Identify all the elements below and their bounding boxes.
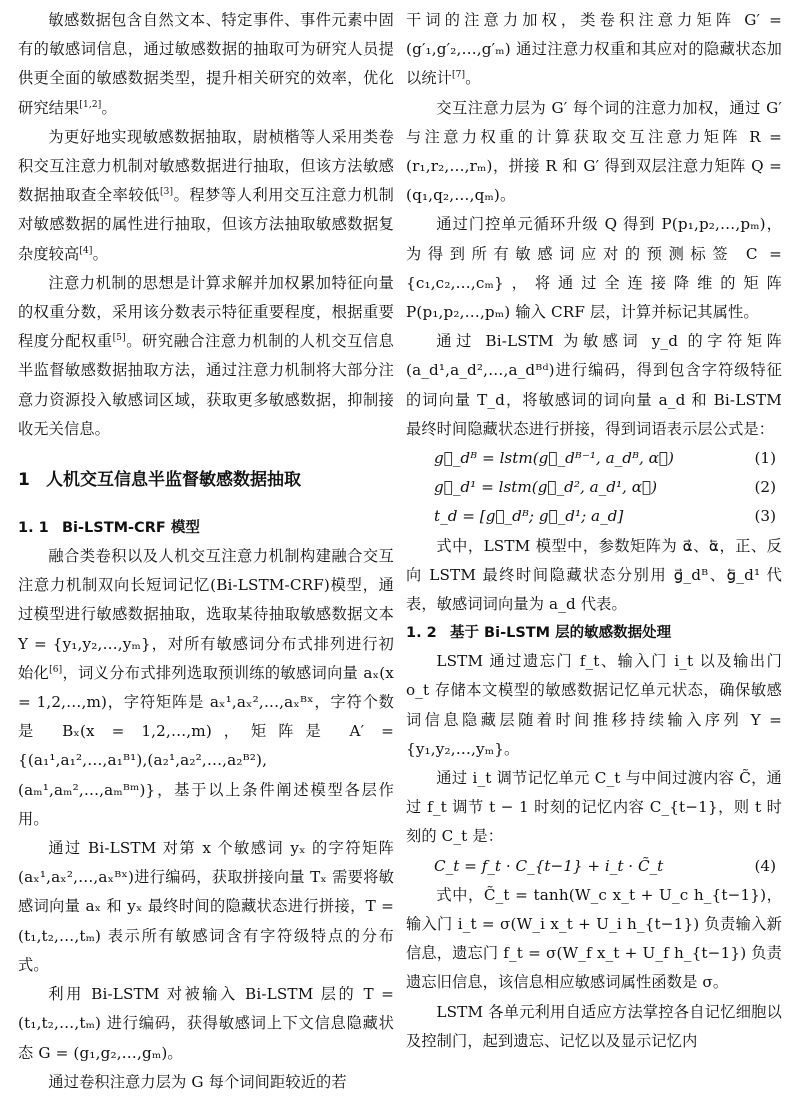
- equation-1: g⃗_dᴮ = lstm(g⃗_dᴮ⁻¹, a_dᴮ, α⃗) (1): [406, 444, 782, 473]
- right-column: [406, 6, 782, 1056]
- equation-number: (2): [754, 478, 776, 497]
- equation-number: (4): [754, 856, 776, 875]
- paragraph-word-repr: 通过 Bi-LSTM 为敏感词 y_d 的字符矩阵(a_d¹,a_d²,…,a_dᴮᵈ)进行编码，得到包含字符级特征的词向量 T_d，将敏感词的词向量 a_d 和 Bi-LSTM 最终时间隐藏状态进行拼接，得到词语表示层公式是：: [406, 332, 782, 438]
- paragraph-intro: 敏感数据包含自然文本、特定事件、事件元素中固有的敏感词信息，通过敏感数据的抽取可为研究人员提供更全面的敏感数据类型，提升相关研究的效率，优化研究结果[1,2]。: [18, 11, 394, 117]
- paragraph-gate-functions: 式中，C̃_t = tanh(W_c x_t + U_c h_{t−1})，输入门 i_t = σ(W_i x_t + U_i h_{t−1}) 负责输入新信息，遗忘门 f_t = σ(W_f x_t + U_f h_{t−1}) 负责遗忘旧信息，该信息相应敏感词属性函数是 σ。: [406, 885, 782, 992]
- citation: [7]: [452, 70, 466, 81]
- paragraph-lstm-params: 式中，LSTM 模型中，参数矩阵为 α⃗、α⃖，正、反向 LSTM 最终时间隐藏状态分别用 g⃗_dᴮ、g⃖_d¹ 代表，敏感词词向量为 a_d 代表。: [406, 536, 782, 614]
- paragraph-memory-cell: 通过 i_t 调节记忆单元 C_t 与中间过渡内容 C̃，通过 f_t 调节 t − 1 时刻的记忆内容 C_{t−1}，则 t 时刻的 C_t 是：: [406, 769, 782, 846]
- citation: [5]: [112, 333, 126, 344]
- paragraph-encoding: 通过 Bi-LSTM 对第 x 个敏感词 yₓ 的字符矩阵(aₓ¹,aₓ²,…,aₓᴮˣ)进行编码，获取拼接向量 Tₓ 需要将敏感词向量 aₓ 和 yₓ 最终时间的隐藏状态进行拼接，T = (t₁,t₂,…,tₘ) 表示所有敏感词含有字符级特点的分布式。: [18, 839, 394, 974]
- equation-2: g⃖_d¹ = lstm(g⃖_d², a_d¹, α⃖) (2): [406, 473, 782, 502]
- subsection-heading-1-2: 1. 2 基于 Bi-LSTM 层的敏感数据处理: [406, 625, 672, 642]
- subsection-heading-1-1: 1. 1 Bi-LSTM-CRF 模型: [18, 520, 200, 537]
- paragraph-attention: 注意力机制的思想是计算求解并加权累加特征向量的权重分数，采用该分数表示特征重要程度，根据重要程度分配权重[5]。研究融合注意力机制的人机交互信息半监督敏感数据抽取方法，通过注意力机制将大部分注意力资源投入敏感词区域，获取更多敏感数据，抑制接收无关信息。: [18, 273, 394, 438]
- paragraph-lstm-gates: LSTM 通过遗忘门 f_t、输入门 i_t 以及输出门 o_t 存储本文模型的敏感数据记忆单元状态，确保敏感词信息隐藏层随着时间推移持续输入序列 Y = {y₁,y₂,…,yₘ}。: [406, 652, 782, 758]
- equation-number: (1): [754, 449, 776, 468]
- left-column: [18, 6, 394, 1097]
- paragraph-conv-attention: 通过卷积注意力层为 G 每个词间距较近的若: [48, 1072, 347, 1091]
- paragraph-bilstm: 利用 Bi-LSTM 对被输入 Bi-LSTM 层的 T = (t₁,t₂,…,tₘ) 进行编码，获得敏感词上下文信息隐藏状态 G = (g₁,g₂,…,gₘ)。: [18, 985, 394, 1062]
- paragraph-model: 融合类卷积以及人机交互注意力机制构建融合交互注意力机制双向长短词记忆(Bi-LSTM-CRF)模型，通过模型进行敏感数据抽取，选取某待抽取敏感数据文本 Y = {y₁,y₂,…,yₘ}，对所有敏感词分布式排列进行初始化[6]，词义分布式排列选取预训练的敏感词向量 aₓ(x = 1,2,…,m)，字符矩阵是 aₓ¹,aₓ²,…,aₓᴮˣ，字符个数是 Bₓ(x = 1,2,…,m)，矩阵是 A′ = {(a₁¹,a₁²,…,a₁ᴮ¹),(a₂¹,a₂²,…,a₂ᴮ²),(aₘ¹,aₘ²,…,aₘᴮᵐ)}，基于以上条件阐述模型各层作用。: [18, 547, 394, 828]
- citation: [6]: [49, 664, 63, 675]
- citation: [3]: [159, 187, 174, 198]
- paragraph-interaction-attention: 交互注意力层为 G′ 每个词的注意力加权，通过 G′ 与注意力权重的计算获取交互注意力矩阵 R = (r₁,r₂,…,rₘ)，拼接 R 和 G′ 得到双层注意力矩阵 Q = (q₁,q₂,…,qₘ)。: [406, 98, 782, 205]
- citation: [1,2]: [79, 99, 102, 110]
- equation-3: t_d = [g⃗_dᴮ; g⃖_d¹; a_d] (3): [406, 502, 782, 531]
- paragraph-lstm-adaptive: LSTM 各单元利用自适应方法掌控各自记忆细胞以及控制门，起到遗忘、记忆以及显示记忆内: [406, 1002, 782, 1050]
- equation-4: C_t = f_t · C_{t−1} + i_t · C̃_t (4): [406, 852, 782, 881]
- paragraph-conv-attention-cont: 干词的注意力加权，类卷积注意力矩阵 G′ = (g′₁,g′₂,…,g′ₘ) 通过注意力权重和其应对的隐藏状态加以统计[7]。: [406, 11, 782, 88]
- paragraph-related-work: 为更好地实现敏感数据抽取，尉桢楷等人采用类卷积交互注意力机制对敏感数据进行抽取，但该方法敏感数据抽取查全率较低[3]。程梦等人利用交互注意力机制对敏感数据的属性进行抽取，但该方法抽取敏感数据复杂度较高[4]。: [18, 127, 394, 263]
- paragraph-gate-unit: 通过门控单元循环升级 Q 得到 P(p₁,p₂,…,pₘ)，为得到所有敏感词应对的预测标签 C = {c₁,c₂,…,cₘ}，将通过全连接降维的矩阵 P(p₁,p₂,…,pₘ) 输入 CRF 层，计算并标记其属性。: [406, 215, 782, 322]
- section-heading-1: 1 人机交互信息半监督敏感数据抽取: [18, 470, 301, 491]
- equation-number: (3): [754, 507, 776, 526]
- citation: [4]: [79, 245, 93, 256]
